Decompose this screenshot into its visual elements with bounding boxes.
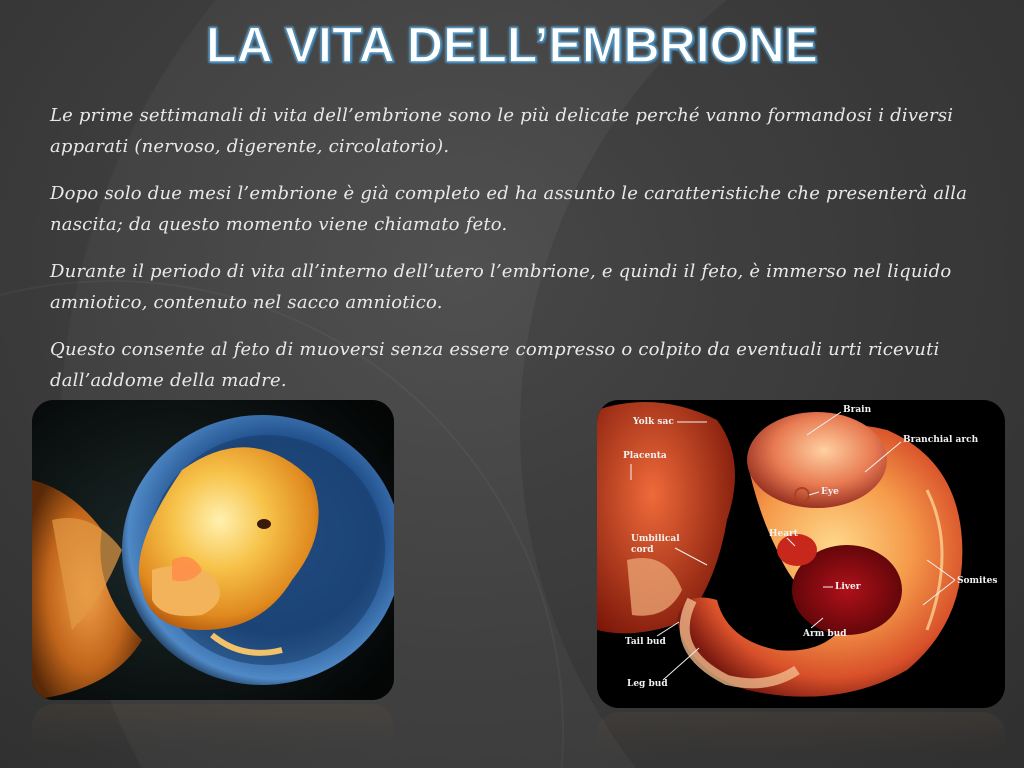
paragraph: Dopo solo due mesi l’embrione è già completo ed ha assunto le caratteristiche che presenterà alla nascita; da questo momento viene chiamato feto. (50, 183, 968, 235)
label-leg-bud: Leg bud (627, 679, 668, 689)
embryo-sac-illustration (32, 400, 394, 700)
embryo-sac-photo (32, 400, 394, 700)
paragraph: Questo consente al feto di muoversi senza essere compresso o colpito da eventuali urti ricevuti dall’addome della madre. (50, 339, 940, 391)
label-cord: cord (631, 545, 654, 555)
paragraph: Le prime settimanali di vita dell’embrione sono le più delicate perché vanno formandosi i diversi apparati (nervoso, digerente, circolatorio). (50, 105, 954, 157)
slide-body (50, 100, 990, 412)
slide-title: LA VITA DELL’EMBRIONE (205, 17, 819, 73)
label-yolk-sac: Yolk sac (633, 417, 674, 427)
label-branchial-arch: Branchial arch (903, 435, 979, 445)
label-brain: Brain (843, 405, 872, 415)
label-umbilical: Umbilical (631, 534, 680, 544)
paragraph: Durante il periodo di vita all’interno dell’utero l’embrione, e quindi il feto, è immerso nel liquido amniotico, contenuto nel sacco amniotico. (50, 261, 952, 313)
label-tail-bud: Tail bud (625, 637, 666, 647)
photo-reflection (32, 704, 394, 768)
label-placenta: Placenta (623, 451, 667, 461)
embryo-anatomy-diagram (597, 400, 1005, 708)
label-arm-bud: Arm bud (803, 629, 847, 639)
label-eye: Eye (821, 487, 839, 497)
embryo-diagram-photo (597, 400, 1005, 708)
label-heart: Heart (769, 529, 798, 539)
photo-reflection (597, 712, 1005, 768)
label-liver: Liver (835, 582, 861, 592)
label-somites: Somites (957, 576, 998, 586)
